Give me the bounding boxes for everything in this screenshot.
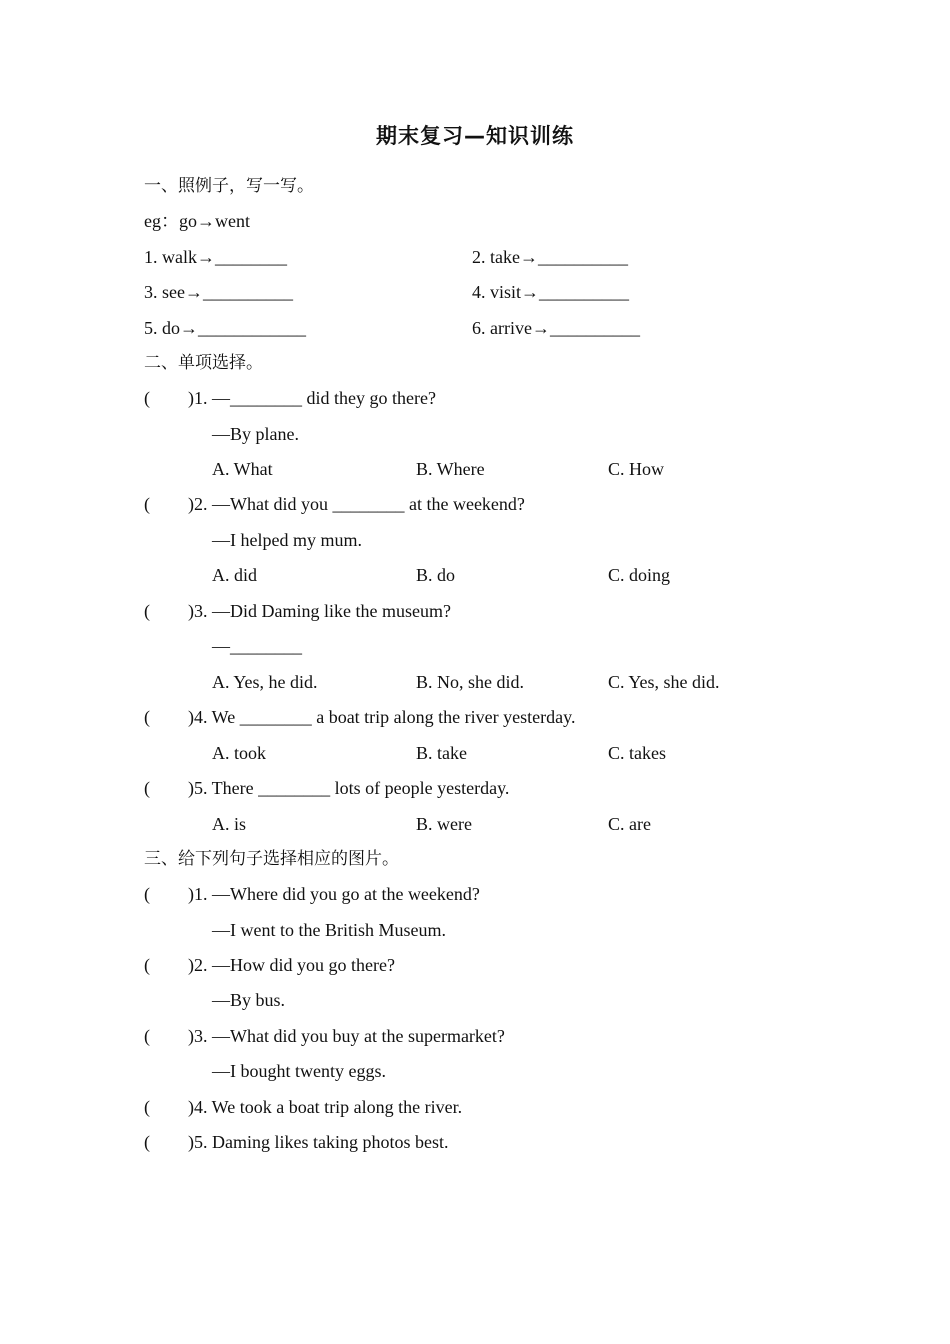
- question-stem: )1. —Where did you go at the weekend?: [188, 884, 480, 904]
- answer-paren: (: [144, 1097, 150, 1117]
- option-c: C. are: [608, 814, 651, 834]
- section1-item-3: 3. see→__________: [144, 282, 293, 302]
- section1-item-1: 1. walk→________: [144, 247, 287, 267]
- answer-paren: (: [144, 1132, 150, 1152]
- section1-item-6: 6. arrive→__________: [472, 318, 640, 338]
- question-stem: )5. There ________ lots of people yesterday.: [188, 778, 510, 798]
- answer-paren: (: [144, 388, 150, 408]
- section3-heading: 三、给下列句子选择相应的图片。: [144, 849, 399, 869]
- answer-paren: (: [144, 707, 150, 727]
- section1-example: eg：go→went: [144, 211, 250, 231]
- section3-question-1: [144, 882, 480, 906]
- question-stem: )5. Daming likes taking photos best.: [188, 1132, 449, 1152]
- answer-paren: (: [144, 494, 150, 514]
- answer-paren: (: [144, 1026, 150, 1046]
- option-c: C. takes: [608, 743, 666, 763]
- section3-question-5: [144, 1130, 448, 1154]
- question-stem: )4. We ________ a boat trip along the river yesterday.: [188, 707, 576, 727]
- question-stem: )4. We took a boat trip along the river.: [188, 1097, 463, 1117]
- question-answer-line: —I went to the British Museum.: [212, 920, 446, 940]
- option-a: A. What: [212, 459, 273, 479]
- question-answer-line: —I helped my mum.: [212, 530, 362, 550]
- option-b: B. take: [416, 743, 467, 763]
- option-a: A. did: [212, 565, 257, 585]
- option-a: A. Yes, he did.: [212, 672, 318, 692]
- option-c: C. doing: [608, 565, 671, 585]
- section1-item-4: 4. visit→__________: [472, 282, 630, 302]
- section2-heading: 二、单项选择。: [144, 353, 263, 373]
- section3-question-4: [144, 1095, 462, 1119]
- section3-question-2: [144, 953, 395, 977]
- answer-paren: (: [144, 884, 150, 904]
- option-c: C. How: [608, 459, 665, 479]
- question-stem: )2. —What did you ________ at the weekend?: [188, 494, 525, 514]
- question-answer-line: —By plane.: [212, 424, 299, 444]
- section3-question-3: [144, 1024, 505, 1048]
- question-stem: )2. —How did you go there?: [188, 955, 395, 975]
- page-title: 期末复习—知识训练: [376, 124, 574, 148]
- option-a: A. took: [212, 743, 266, 763]
- option-b: B. do: [416, 565, 456, 585]
- question-stem: )3. —What did you buy at the supermarket?: [188, 1026, 505, 1046]
- answer-paren: (: [144, 955, 150, 975]
- option-b: B. were: [416, 814, 472, 834]
- section2-question-3: [144, 599, 451, 623]
- section2-question-4: [144, 705, 575, 729]
- section2-question-2: [144, 492, 525, 516]
- option-b: B. No, she did.: [416, 672, 524, 692]
- section2-question-5: [144, 776, 509, 800]
- answer-paren: (: [144, 601, 150, 621]
- answer-paren: (: [144, 778, 150, 798]
- question-stem: )1. —________ did they go there?: [188, 388, 436, 408]
- section1-item-5: 5. do→____________: [144, 318, 306, 338]
- question-answer-line: —By bus.: [212, 990, 286, 1010]
- section2-question-1: [144, 386, 436, 410]
- option-b: B. Where: [416, 459, 485, 479]
- section1-item-2: 2. take→__________: [472, 247, 628, 267]
- option-a: A. is: [212, 814, 247, 834]
- section1-heading: 一、照例子，写一写。: [144, 176, 314, 196]
- question-answer-line: —I bought twenty eggs.: [212, 1061, 386, 1081]
- question-stem: )3. —Did Daming like the museum?: [188, 601, 451, 621]
- question-answer-line: —________: [212, 636, 302, 656]
- option-c: C. Yes, she did.: [608, 672, 720, 692]
